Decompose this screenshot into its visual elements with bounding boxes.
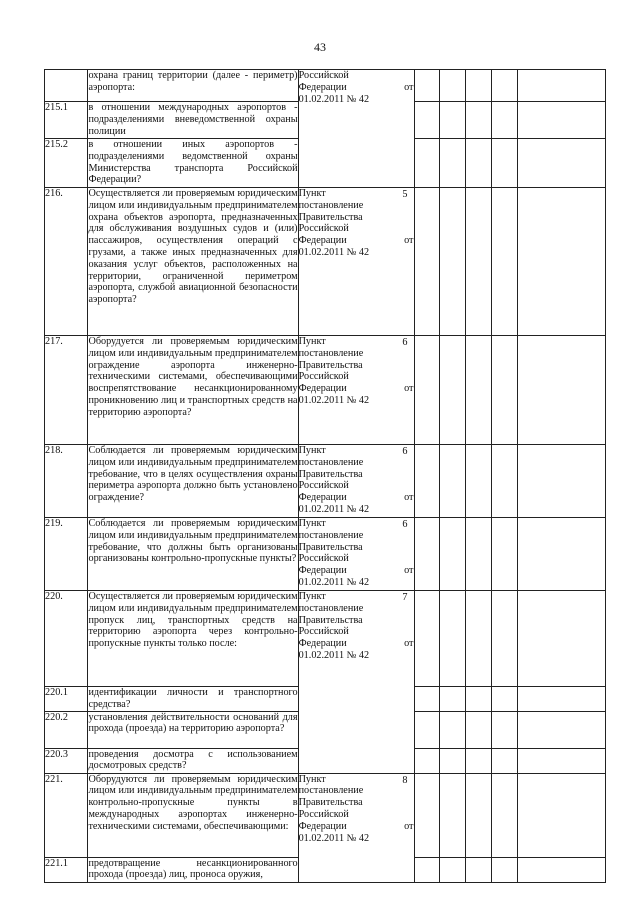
legal-reference — [298, 336, 414, 445]
empty-cell — [440, 687, 466, 712]
reference-line: Правительства — [298, 359, 363, 371]
empty-cell — [518, 139, 606, 188]
empty-cell — [414, 139, 440, 188]
empty-cell — [492, 857, 518, 882]
item-number: 220.2 — [45, 711, 88, 748]
empty-cell — [466, 711, 492, 748]
reference-word: Федерации — [298, 638, 347, 650]
point-number: 6 — [402, 446, 408, 457]
reference-line — [299, 492, 414, 504]
legal-reference — [298, 518, 414, 591]
point-number: 6 — [402, 519, 408, 530]
reference-line: постановление — [298, 347, 364, 359]
item-question: Осуществляется ли проверяемым юридическим лицом или индивидуальным предпринимателем пропуск лиц, транспортных средств на территорию аэропорта через контрольно-пропускные пункты только после: — [88, 591, 298, 687]
point-number: 6 — [402, 337, 408, 348]
empty-cell — [466, 445, 492, 518]
reference-line: 01.02.2011 № 42 — [298, 503, 370, 515]
empty-cell — [440, 748, 466, 773]
empty-cell — [518, 518, 606, 591]
legal-reference — [298, 445, 414, 518]
empty-cell — [466, 591, 492, 687]
reference-line: 01.02.2011 № 42 — [298, 246, 370, 258]
legal-reference — [298, 188, 414, 336]
reference-line: 01.02.2011 № 42 — [298, 649, 370, 661]
item-question: Оборудуются ли проверяемым юридическим лицом или индивидуальным предпринимателем контрольно-пропускные пункты в международных аэропортах инженерно-техническими системами, обеспечивающими: — [88, 773, 298, 857]
reference-line: Российской — [298, 480, 349, 492]
reference-line — [299, 565, 414, 577]
item-question: в отношении международных аэропортов - подразделениями вневедомственной охраны полиции — [88, 102, 298, 137]
table-row — [45, 336, 606, 445]
empty-cell — [492, 687, 518, 712]
reference-line: Российской — [298, 626, 349, 638]
empty-cell — [492, 102, 518, 139]
reference-word: от — [404, 81, 414, 93]
reference-line: 01.02.2011 № 42 — [298, 576, 370, 588]
empty-cell — [466, 139, 492, 188]
empty-cell — [414, 773, 440, 857]
item-number: 221.1 — [45, 857, 88, 882]
item-number: 215.2 — [45, 139, 88, 188]
empty-cell — [414, 711, 440, 748]
reference-word: от — [404, 638, 414, 650]
empty-cell — [518, 748, 606, 773]
reference-word: от — [404, 565, 414, 577]
empty-cell — [492, 711, 518, 748]
empty-cell — [414, 336, 440, 445]
item-number: 217. — [45, 336, 88, 445]
reference-line: постановление — [298, 529, 364, 541]
reference-word: Федерации — [298, 565, 347, 577]
empty-cell — [518, 445, 606, 518]
empty-cell — [466, 773, 492, 857]
reference-line: Пункт — [298, 518, 326, 529]
empty-cell — [492, 188, 518, 336]
reference-line: 01.02.2011 № 42 — [298, 832, 370, 844]
empty-cell — [440, 857, 466, 882]
reference-line: Пункт — [298, 445, 326, 456]
table-row — [45, 518, 606, 591]
reference-line: постановление — [298, 456, 364, 468]
item-number: 219. — [45, 518, 88, 591]
empty-cell — [414, 591, 440, 687]
empty-cell — [466, 518, 492, 591]
reference-line: Российской — [298, 70, 349, 81]
empty-cell — [518, 102, 606, 139]
table-row — [45, 445, 606, 518]
table-row — [45, 773, 606, 857]
reference-line: Российской — [298, 223, 349, 235]
table-row — [45, 70, 606, 102]
reference-word: от — [404, 235, 414, 247]
item-question: идентификации личности и транспортного средства? — [88, 687, 298, 710]
reference-line: Российской — [298, 371, 349, 383]
reference-word: от — [404, 383, 414, 395]
empty-cell — [414, 188, 440, 336]
empty-cell — [518, 591, 606, 687]
reference-line: Правительства — [298, 614, 363, 626]
empty-cell — [518, 773, 606, 857]
empty-cell — [440, 591, 466, 687]
empty-cell — [440, 188, 466, 336]
reference-line: Правительства — [298, 468, 363, 480]
reference-word: Федерации — [298, 492, 347, 504]
item-question: охрана границ территории (далее - периметр) аэропорта: — [88, 70, 298, 102]
item-question: установления действительности оснований для прохода (проезда) на территорию аэропорта? — [88, 711, 298, 748]
empty-cell — [440, 445, 466, 518]
item-question: Соблюдается ли проверяемым юридическим лицом или индивидуальным предпринимателем требование, что должны быть организованы организованы контрольно-пропускные пункты? — [88, 518, 298, 591]
item-number: 220. — [45, 591, 88, 687]
item-question: Осуществляется ли проверяемым юридическим лицом или индивидуальным предпринимателем охрана объектов аэропорта, предназначенных для обслуживания воздушных судов и (или) пассажиров, осуществления операций с грузами, а также иных предназначенных для оказания услуг объектов, расположенных на территории, ограниченной периметром аэропорта, службой авиационной безопасности аэропорта? — [88, 188, 298, 336]
reference-line — [299, 638, 414, 650]
reference-line — [299, 383, 414, 395]
item-question: Оборудуется ли проверяемым юридическим лицом или индивидуальным предпринимателем ограждение аэропорта инженерно-техническими системами, обеспечивающими воспрепятствование несанкционированному проникновению лиц и транспортных средств на территорию аэропорта? — [88, 336, 298, 445]
table-row — [45, 591, 606, 687]
empty-cell — [492, 773, 518, 857]
empty-cell — [440, 773, 466, 857]
item-number: 215.1 — [45, 102, 88, 139]
empty-cell — [440, 336, 466, 445]
empty-cell — [414, 748, 440, 773]
checklist-table — [44, 69, 606, 883]
empty-cell — [518, 70, 606, 102]
reference-line: постановление — [298, 199, 364, 211]
empty-cell — [440, 102, 466, 139]
empty-cell — [518, 711, 606, 748]
empty-cell — [440, 518, 466, 591]
reference-line: 01.02.2011 № 42 — [298, 93, 370, 105]
empty-cell — [492, 591, 518, 687]
empty-cell — [466, 857, 492, 882]
empty-cell — [492, 70, 518, 102]
item-question: Соблюдается ли проверяемым юридическим лицом или индивидуальным предпринимателем требование, что в целях осуществления охраны периметра аэропорта должно быть установлено ограждение? — [88, 445, 298, 518]
empty-cell — [466, 102, 492, 139]
reference-line — [299, 82, 414, 94]
reference-line: Пункт — [298, 336, 326, 347]
reference-line: Пункт — [298, 188, 326, 199]
reference-line: Пункт — [298, 591, 326, 602]
item-question: в отношении иных аэропортов - подразделениями ведомственной охраны Министерства транспорта Российской Федерации? — [88, 139, 298, 188]
empty-cell — [414, 687, 440, 712]
item-number: 216. — [45, 188, 88, 336]
empty-cell — [492, 445, 518, 518]
legal-reference — [298, 773, 414, 882]
empty-cell — [492, 336, 518, 445]
item-question: проведения досмотра с использованием досмотровых средств? — [88, 748, 298, 772]
item-number: 218. — [45, 445, 88, 518]
item-number: 221. — [45, 773, 88, 857]
reference-word: от — [404, 492, 414, 504]
empty-cell — [466, 748, 492, 773]
reference-line: постановление — [298, 602, 364, 614]
empty-cell — [414, 857, 440, 882]
empty-cell — [440, 711, 466, 748]
item-question: предотвращение несанкционированного прохода (проезда) лиц, проноса оружия, — [88, 857, 298, 881]
empty-cell — [518, 188, 606, 336]
empty-cell — [440, 139, 466, 188]
item-number: 220.1 — [45, 687, 88, 712]
reference-line: постановление — [298, 785, 364, 797]
reference-line: Правительства — [298, 211, 363, 223]
reference-word: от — [404, 820, 414, 832]
empty-cell — [466, 336, 492, 445]
reference-line: Правительства — [298, 541, 363, 553]
empty-cell — [440, 70, 466, 102]
point-number: 8 — [402, 774, 408, 786]
page-number: 43 — [314, 40, 326, 54]
reference-word: Федерации — [298, 383, 347, 395]
reference-line: Правительства — [298, 797, 363, 809]
empty-cell — [518, 857, 606, 882]
reference-line — [299, 821, 414, 833]
empty-cell — [492, 139, 518, 188]
empty-cell — [518, 687, 606, 712]
reference-word: Федерации — [298, 820, 347, 832]
empty-cell — [466, 70, 492, 102]
item-number — [45, 70, 88, 102]
reference-line: Российской — [298, 553, 349, 565]
empty-cell — [414, 518, 440, 591]
empty-cell — [492, 518, 518, 591]
reference-word: Федерации — [298, 235, 347, 247]
reference-line: Российской — [298, 808, 349, 820]
empty-cell — [414, 70, 440, 102]
empty-cell — [492, 748, 518, 773]
empty-cell — [414, 102, 440, 139]
empty-cell — [518, 336, 606, 445]
legal-reference — [298, 591, 414, 774]
reference-line: Пункт — [298, 773, 326, 785]
table-row — [45, 188, 606, 336]
item-number: 220.3 — [45, 748, 88, 773]
empty-cell — [414, 445, 440, 518]
point-number: 7 — [402, 592, 408, 603]
point-number: 5 — [402, 189, 408, 200]
reference-line — [299, 235, 414, 247]
reference-word: Федерации — [298, 81, 347, 93]
empty-cell — [466, 687, 492, 712]
empty-cell — [466, 188, 492, 336]
legal-reference — [298, 70, 414, 188]
reference-line: 01.02.2011 № 42 — [298, 394, 370, 406]
